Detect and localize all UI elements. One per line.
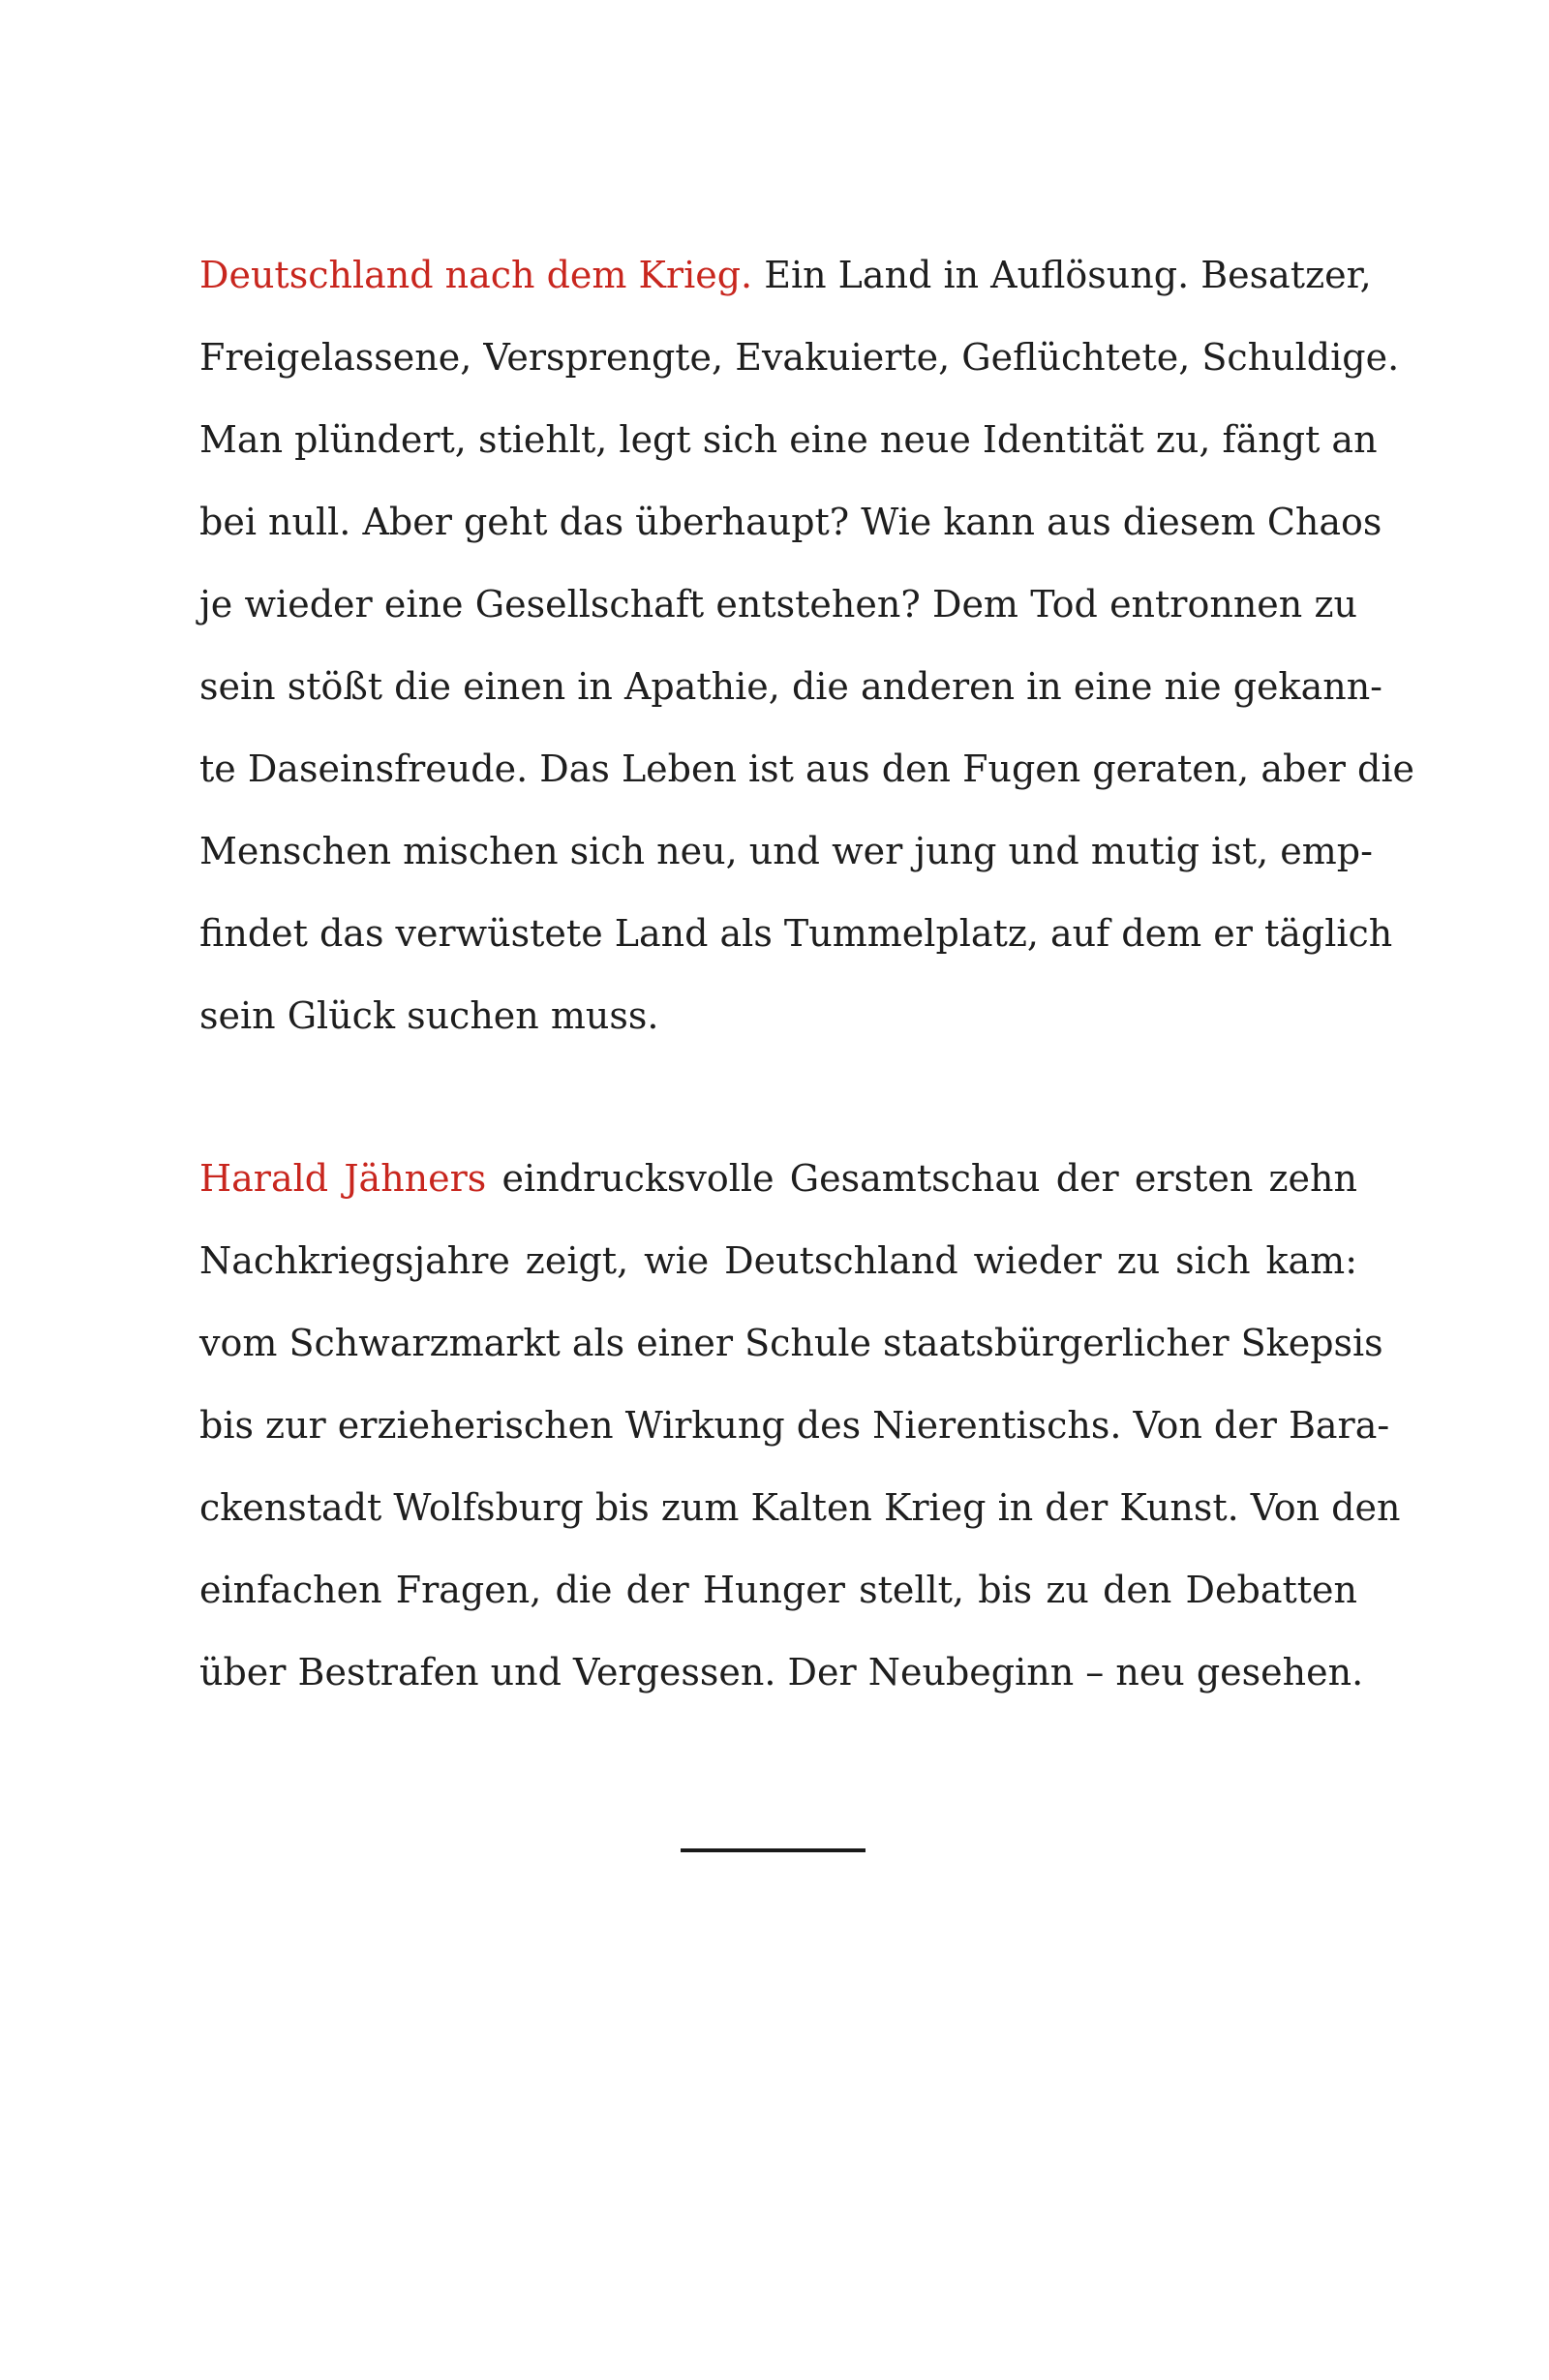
blurb-paragraph-2	[199, 1138, 1401, 1714]
text-line: Man plündert, stiehlt, legt sich eine neue Identität zu, fängt an	[199, 418, 1378, 461]
text-line: vom Schwarzmarkt als einer Schule staatsbürgerlicher Skepsis	[199, 1322, 1383, 1364]
text-line	[199, 1138, 1357, 1220]
text-line: te Daseinsfreude. Das Leben ist aus den Fugen geraten, aber die	[199, 748, 1415, 790]
text-line: bei null. Aber geht das überhaupt? Wie kann aus diesem Chaos	[199, 501, 1382, 543]
line-text: eindrucksvolle Gesamtschau der ersten zehn	[501, 1157, 1357, 1200]
text-line: einfachen Fragen, die der Hunger stellt, bis zu den Debatten	[199, 1569, 1357, 1611]
highlighted-lead-text: Deutschland nach dem Krieg.	[199, 254, 753, 296]
text-line	[199, 234, 1372, 317]
text-line: Freigelassene, Versprengte, Evakuierte, Geflüchtete, Schuldige.	[199, 336, 1400, 379]
text-line: über Bestrafen und Vergessen. Der Neubeginn – neu gesehen.	[199, 1651, 1364, 1693]
text-line: sein stößt die einen in Apathie, die anderen in eine nie gekann-	[199, 665, 1383, 708]
text-line: sein Glück suchen muss.	[199, 994, 659, 1037]
text-line: bis zur erzieherischen Wirkung des Nierentischs. Von der Bara-	[199, 1404, 1390, 1447]
blurb-paragraph-1	[199, 234, 1415, 1057]
highlighted-author-name: Harald Jähners	[199, 1157, 487, 1200]
text-line: je wieder eine Gesellschaft entstehen? Dem Tod entronnen zu	[199, 583, 1357, 626]
text-line: findet das verwüstete Land als Tummelplatz, auf dem er täglich	[199, 912, 1393, 955]
divider-rule	[681, 1848, 866, 1852]
text-line: Nachkriegsjahre zeigt, wie Deutschland wieder zu sich kam:	[199, 1239, 1357, 1282]
line-text: Ein Land in Auflösung. Besatzer,	[764, 254, 1372, 296]
text-line: Menschen mischen sich neu, und wer jung und mutig ist, emp-	[199, 830, 1373, 872]
text-line: ckenstadt Wolfsburg bis zum Kalten Krieg in der Kunst. Von den	[199, 1486, 1401, 1529]
